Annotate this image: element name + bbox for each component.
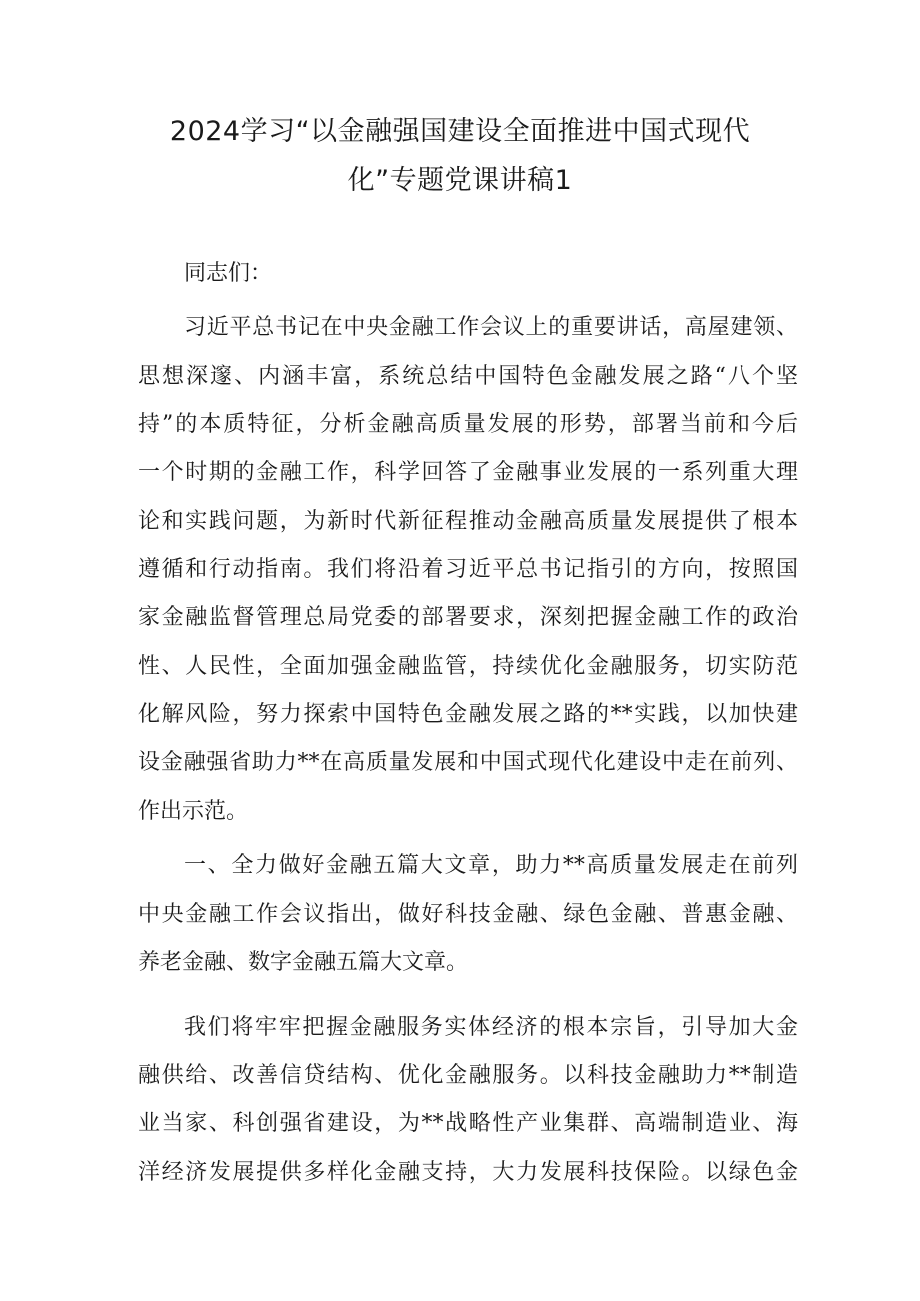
paragraph-1-line: 性、人民性，全面加强金融监管，持续优化金融服务，切实防范 [138,654,798,679]
paragraph-1-line: 设金融强省助力**在高质量发展和中国式现代化建设中走在前列、 [138,750,798,775]
paragraph-3-line: 洋经济发展提供多样化金融支持，大力发展科技保险。以绿色金 [138,1160,798,1185]
paragraph-1-line: 论和实践问题，为新时代新征程推动金融高质量发展提供了根本 [138,509,798,534]
paragraph-2-line: 养老金融、数字金融五篇大文章。 [138,950,469,975]
paragraph-1-line: 持”的本质特征，分析金融高质量发展的形势，部署当前和今后 [138,412,798,437]
salutation: 同志们： [184,261,273,286]
paragraph-1-line: 习近平总书记在中央金融工作会议上的重要讲话，高屋建领、 [184,315,798,340]
document-title [130,107,790,205]
section-heading: 一、全力做好金融五篇大文章，助力**高质量发展走在前列 [184,853,798,878]
paragraph-3-line: 融供给、改善信贷结构、优化金融服务。以科技金融助力**制造 [138,1063,798,1088]
paragraph-1-line: 化解风险，努力探索中国特色金融发展之路的**实践，以加快建 [138,702,798,727]
title-line-2: 化”专题党课讲稿1 [347,165,573,196]
paragraph-3-line: 我们将牢牢把握金融服务实体经济的根本宗旨，引导加大金 [184,1015,798,1040]
paragraph-1-line: 遵循和行动指南。我们将沿着习近平总书记指引的方向，按照国 [138,557,798,582]
paragraph-1-line: 作出示范。 [138,799,249,824]
paragraph-1-line: 家金融监督管理总局党委的部署要求，深刻把握金融工作的政治 [138,605,798,630]
paragraph-1-line: 思想深邃、内涵丰富，系统总结中国特色金融发展之路“八个坚 [138,364,798,389]
paragraph-3-line: 业当家、科创强省建设，为**战略性产业集群、高端制造业、海 [138,1111,798,1136]
paragraph-2-line: 中央金融工作会议指出，做好科技金融、绿色金融、普惠金融、 [138,902,798,927]
paragraph-1-line: 一个时期的金融工作，科学回答了金融事业发展的一系列重大理 [138,460,798,485]
title-line-1: 2024学习“以金融强国建设全面推进中国式现代 [169,116,751,147]
